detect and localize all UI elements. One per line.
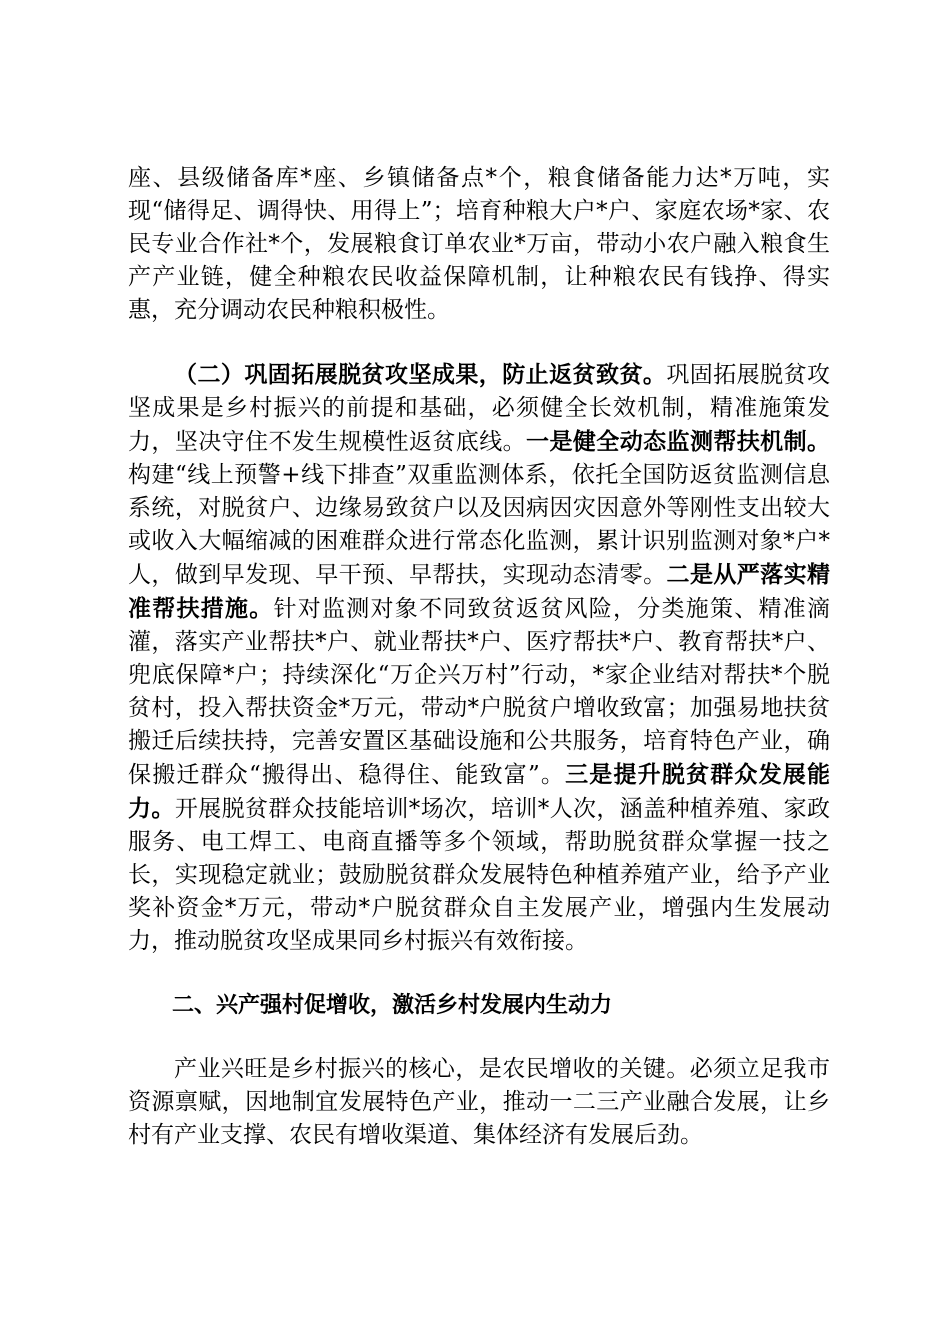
- paragraph-grain-storage: [128, 162, 830, 327]
- point-2-title: 二是从严落实精准帮扶措施。: [128, 561, 831, 622]
- chapter-heading: 二、兴产强村促增收，激活乡村发展内生动力: [172, 993, 613, 1018]
- point-1-text: 构建“线上预警+线下排查”双重监测体系，依托全国防返贫监测信息系统，对脱贫户、边缘易致贫户以及因病因灾因意外等刚性支出较大或收入大幅缩减的困难群众进行常态化监测，累计识别监测对象*户*人，做到早发现、早干预、早帮扶，实现动态清零。: [128, 462, 830, 588]
- paragraph-text: 产业兴旺是乡村振兴的核心，是农民增收的关键。必须立足我市资源禀赋，因地制宜发展特色产业，推动一二三产业融合发展，让乡村有产业支撑、农民有增收渠道、集体经济有发展后劲。: [128, 1056, 830, 1148]
- section-intro: 巩固拓展脱贫攻坚成果是乡村振兴的前提和基础，必须健全长效机制，精准施策发力，坚决守住不发生规模性返贫底线。: [128, 362, 831, 455]
- point-1-title: 一是健全动态监测帮扶机制。: [526, 428, 831, 455]
- section-heading: （二）巩固拓展脱贫攻坚成果，防止返贫致贫。: [174, 361, 667, 388]
- paragraph-text: 座、县级储备库*座、乡镇储备点*个，粮食储备能力达*万吨，实现“储得足、调得快、用得上”；培育种粮大户*户、家庭农场*家、农民专业合作社*个，发展粮食订单农业*万亩，带动小农户融入粮食生产产业链，健全种粮农民收益保障机制，让种粮农民有钱挣、得实惠，充分调动农民种粮积极性。: [128, 165, 830, 323]
- point-2-text: 针对监测对象不同致贫返贫风险，分类施策、精准滴灌，落实产业帮扶*户、就业帮扶*户、医疗帮扶*户、教育帮扶*户、兜底保障*户；持续深化“万企兴万村”行动，*家企业结对帮扶*个脱贫村，投入帮扶资金*万元，带动*户脱贫户增收致富；加强易地扶贫搬迁后续扶持，完善安置区基础设施和公共服务，培育特色产业，确保搬迁群众“搬得出、稳得住、能致富”。: [128, 596, 830, 788]
- document-page: [128, 162, 830, 1152]
- paragraph-industry: [128, 1053, 830, 1152]
- point-3-title: 三是提升脱贫群众发展能力。: [128, 761, 830, 822]
- point-3-text: 开展脱贫群众技能培训*场次，培训*人次，涵盖种植养殖、家政服务、电工焊工、电商直播等多个领域，帮助脱贫群众掌握一技之长，实现稳定就业；鼓励脱贫群众发展特色种植养殖产业，给予产业奖补资金*万元，带动*户脱贫群众自主发展产业，增强内生发展动力，推动脱贫攻坚成果同乡村振兴有效衔接。: [128, 796, 831, 954]
- paragraph-poverty-alleviation: [128, 358, 830, 958]
